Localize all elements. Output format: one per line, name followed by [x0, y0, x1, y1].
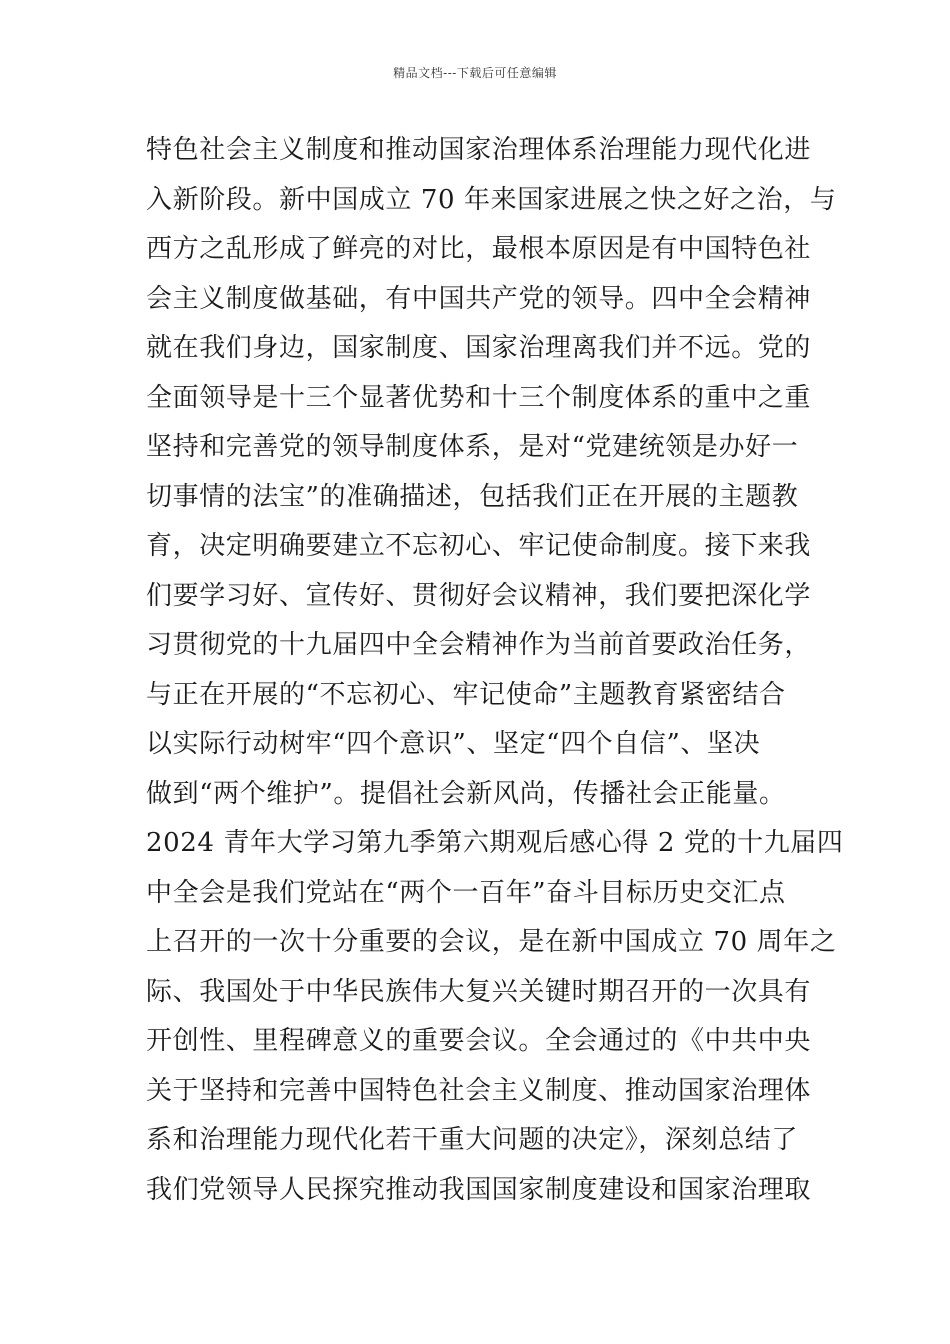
- text-line: 以实际行动树牢“四个意识”、坚定“四个自信”、坚决: [146, 729, 761, 759]
- text-line: 就在我们身边，国家制度、国家治理离我们并不远。党的: [146, 333, 812, 363]
- text-line: 全面领导是十三个显著优势和十三个制度体系的重中之重: [146, 382, 812, 413]
- text-line: 特色社会主义制度和推动国家治理体系治理能力现代化进: [146, 135, 812, 165]
- text-line: 开创性、里程碑意义的重要会议。全会通过的《中共中央: [146, 1026, 812, 1056]
- text-line: 切事情的法宝”的准确描述，包括我们正在开展的主题教: [146, 481, 799, 512]
- text-line: 会主义制度做基础，有中国共产党的领导。四中全会精神: [146, 283, 812, 314]
- text-line: 我们党领导人民探究推动我国国家制度建设和国家治理取: [146, 1174, 812, 1205]
- text-line: 上召开的一次十分重要的会议，是在新中国成立 70 周年之: [146, 927, 837, 957]
- page-header: 精品文档---下载后可任意编辑: [393, 66, 557, 80]
- text-line: 入新阶段。新中国成立 70 年来国家进展之快之好之治，与: [146, 184, 837, 215]
- text-line: 关于坚持和完善中国特色社会主义制度、推动国家治理体: [146, 1075, 812, 1106]
- text-line: 育，决定明确要建立不忘初心、牢记使命制度。接下来我: [146, 531, 812, 561]
- document-body: [146, 126, 844, 1215]
- text-line: 西方之乱形成了鲜亮的对比，最根本原因是有中国特色社: [146, 234, 812, 264]
- text-line: 际、我国处于中华民族伟大复兴关键时期召开的一次具有: [146, 976, 812, 1007]
- text-line: 坚持和完善党的领导制度体系，是对“党建统领是办好一: [146, 432, 799, 462]
- text-line: 中全会是我们党站在“两个一百年”奋斗目标历史交汇点: [146, 877, 786, 908]
- text-line: 与正在开展的“不忘初心、牢记使命”主题教育紧密结合: [146, 679, 786, 710]
- text-line: 们要学习好、宣传好、贯彻好会议精神，我们要把深化学: [146, 580, 812, 611]
- text-line: 做到“两个维护”。提倡社会新风尚，传播社会正能量。: [146, 778, 786, 809]
- text-line: 系和治理能力现代化若干重大问题的决定》，深刻总结了: [146, 1125, 799, 1155]
- text-line: 2024 青年大学习第九季第六期观后感心得 2 党的十九届四: [146, 828, 844, 858]
- text-line: 习贯彻党的十九届四中全会精神作为当前首要政治任务，: [146, 630, 812, 660]
